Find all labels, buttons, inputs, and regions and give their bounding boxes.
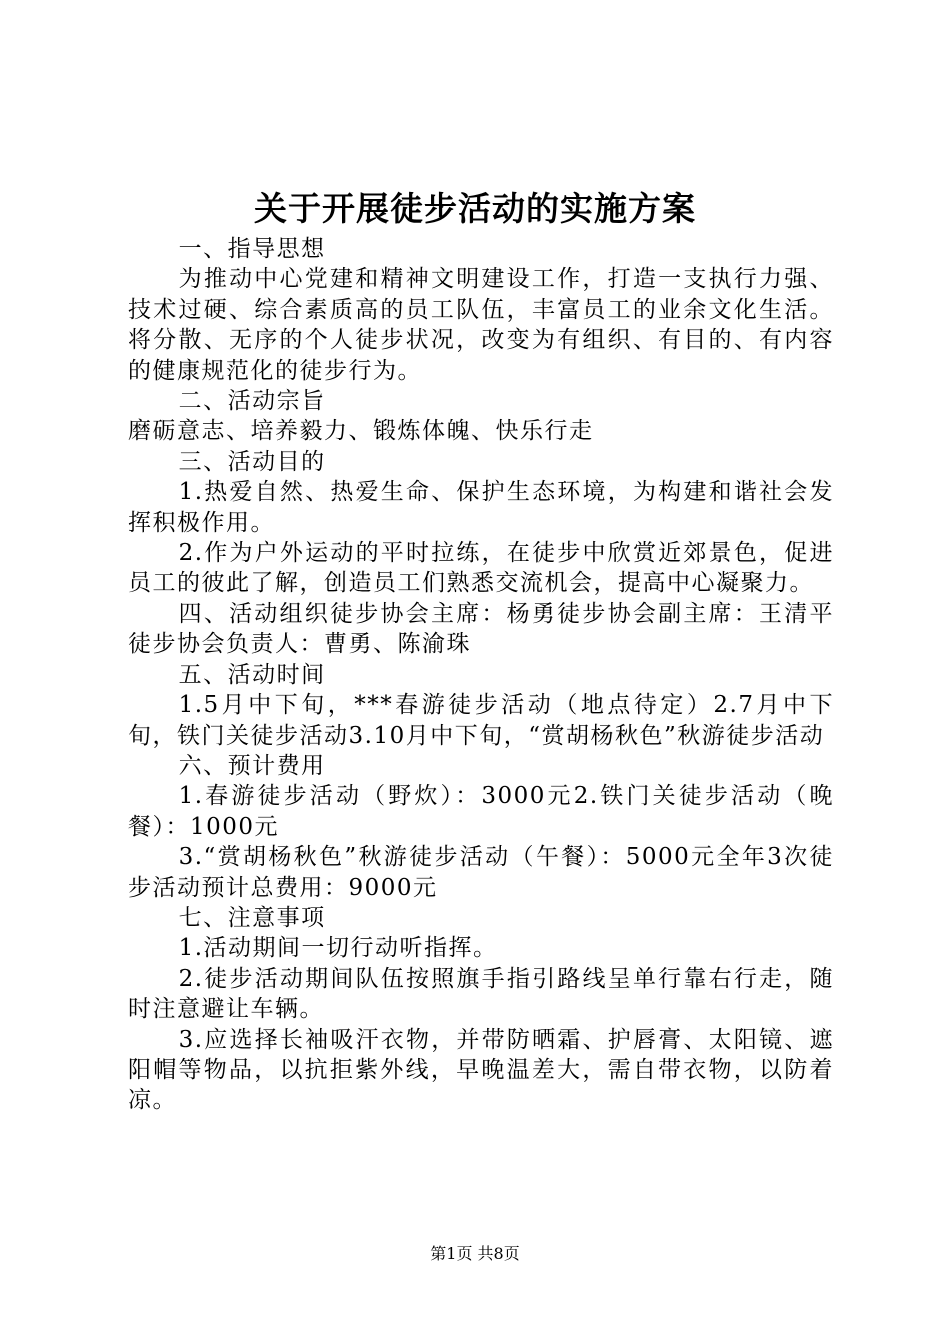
body-paragraph: 为推动中心党建和精神文明建设工作，打造一支执行力强、技术过硬、综合素质高的员工队伍，丰富员工的业余文化生活。将分散、无序的个人徒步状况，改变为有组织、有目的、有内容的健康规范化的徒步行为。 (128, 266, 834, 384)
list-item: 2.作为户外运动的平时拉练，在徒步中欣赏近郊景色，促进员工的彼此了解，创造员工们熟悉交流机会，提高中心凝聚力。 (128, 540, 834, 597)
list-item: 1.春游徒步活动（野炊）：3000元2.铁门关徒步活动（晚餐）：1000元 (128, 783, 834, 840)
list-item: 1.活动期间一切行动听指挥。 (178, 935, 498, 962)
list-item: 1.5月中下旬，***春游徒步活动（地点待定）2.7月中下旬，铁门关徒步活动3.10月中下旬，“赏胡杨秋色”秋游徒步活动 (128, 692, 834, 749)
list-item: 3.“赏胡杨秋色”秋游徒步活动（午餐）：5000元全年3次徒步活动预计总费用：9000元 (128, 844, 834, 901)
section-heading-budget: 六、预计费用 (178, 752, 326, 779)
list-item: 1.热爱自然、热爱生命、保护生态环境，为构建和谐社会发挥积极作用。 (128, 479, 834, 536)
section-heading-goals: 三、活动目的 (178, 448, 326, 475)
document-title: 关于开展徒步活动的实施方案 (254, 189, 696, 228)
page-number-footer: 第1页 共8页 (430, 1244, 520, 1263)
document-body (128, 234, 834, 1116)
section-heading-purpose: 二、活动宗旨 (178, 388, 326, 415)
list-item: 3.应选择长袖吸汗衣物，并带防晒霜、护唇膏、太阳镜、遮阳帽等物品，以抗拒紫外线，早晚温差大，需自带衣物，以防着凉。 (128, 1026, 834, 1114)
section-heading-schedule: 五、活动时间 (178, 661, 326, 688)
list-item: 2.徒步活动期间队伍按照旗手指引路线呈单行靠右行走，随时注意避让车辆。 (128, 965, 834, 1023)
section-heading-notes: 七、注意事项 (178, 904, 326, 931)
section-heading-organization: 四、活动组织徒步协会主席：杨勇徒步协会副主席：王清平徒步协会负责人：曹勇、陈渝珠 (128, 600, 834, 658)
section-heading-guiding-ideology: 一、指导思想 (178, 236, 326, 262)
body-paragraph: 磨砺意志、培养毅力、锻炼体魄、快乐行走 (128, 418, 594, 445)
